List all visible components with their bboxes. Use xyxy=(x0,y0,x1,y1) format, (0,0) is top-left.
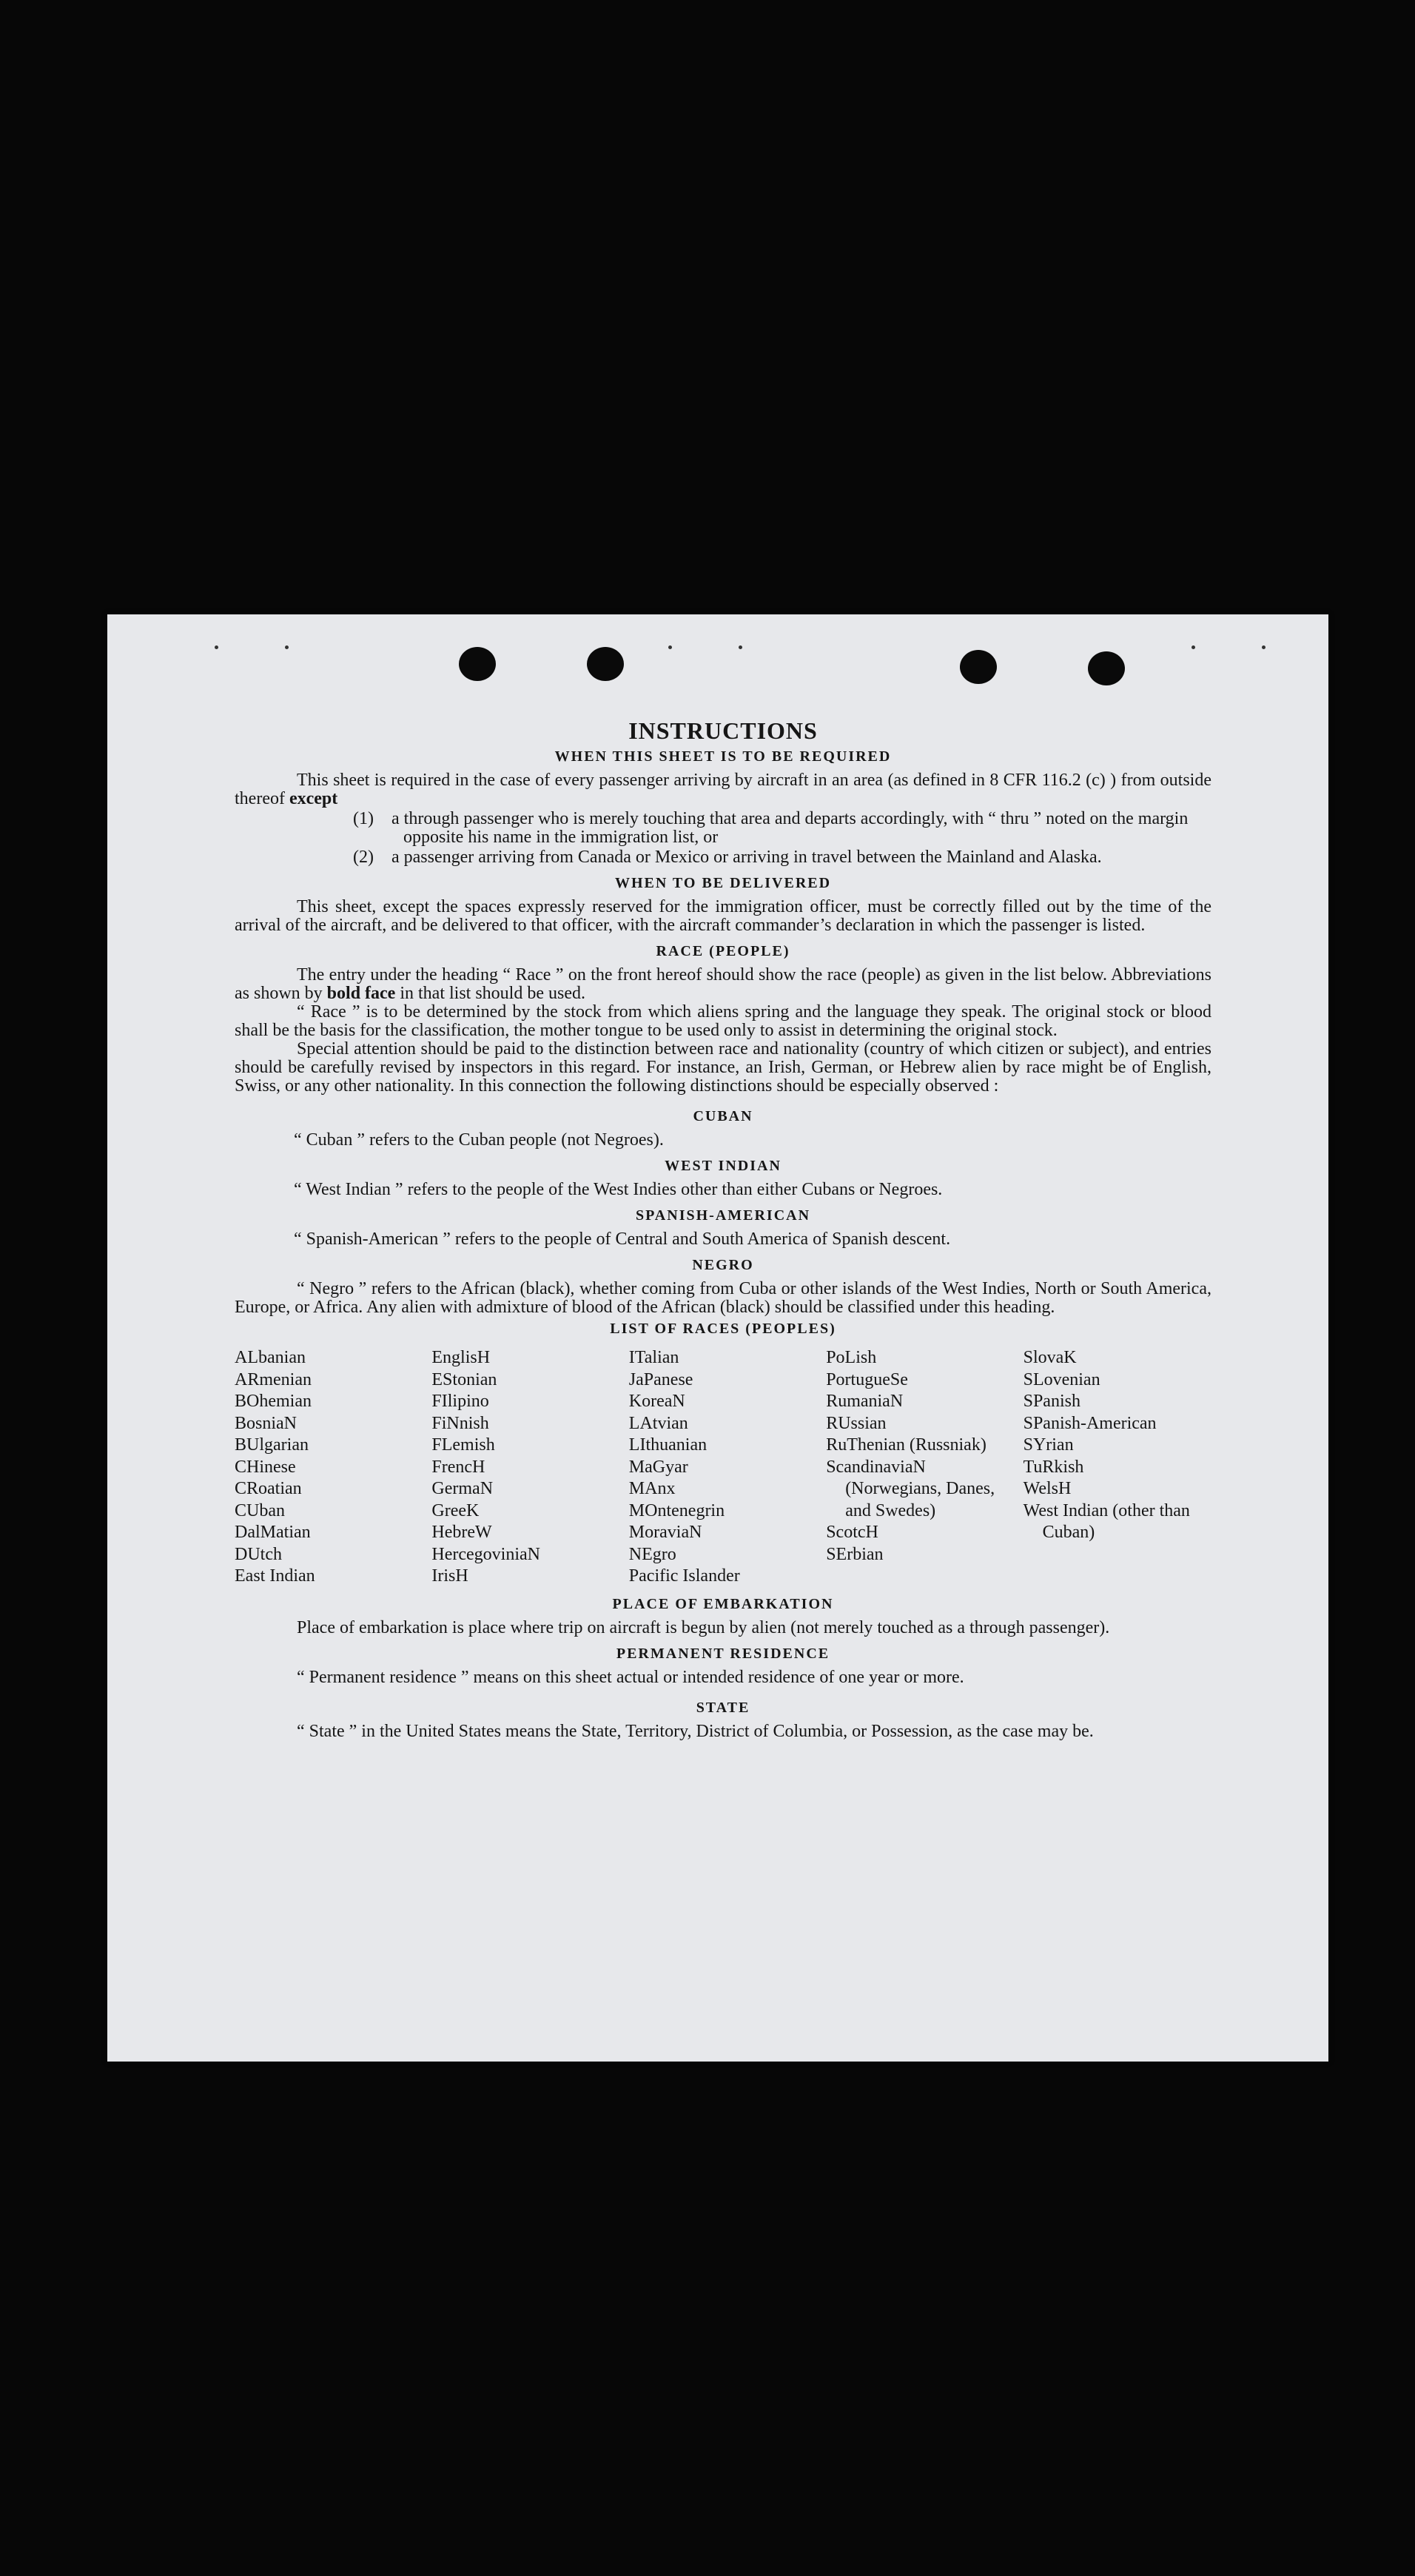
heading-list-of-races: LIST OF RACES (PEOPLES) xyxy=(610,1321,836,1337)
race-entry: PortugueSe xyxy=(826,1369,908,1389)
races-column xyxy=(1024,1347,1211,1588)
exception-item-2: (2) a passenger arriving from Canada or Mexico or arriving in travel between the Mainland and Alaska. xyxy=(353,848,1102,867)
heading-west-indian: WEST INDIAN xyxy=(665,1158,782,1174)
races-column xyxy=(431,1347,619,1588)
race-entry: RuThenian (Russniak) xyxy=(826,1435,987,1455)
race-entry: East Indian xyxy=(235,1566,315,1586)
races-column xyxy=(826,1347,1014,1588)
race-paragraph-1: The entry under the heading “ Race ” on the front hereof should show the race (people) as given in the list below. Abbreviations as shown by bold face in that list should be used. xyxy=(235,965,1211,1003)
cuban-text: “ Cuban ” refers to the Cuban people (not Negroes). xyxy=(294,1130,664,1150)
race-entry: ALbanian xyxy=(235,1348,306,1367)
race-entry: DalMatian xyxy=(235,1523,311,1542)
race-entry: SPanish xyxy=(1023,1392,1080,1411)
state-text: “ State ” in the United States means the State, Territory, District of Columbia, or Possession, as the case may be. xyxy=(297,1721,1094,1741)
heading-cuban: CUBAN xyxy=(693,1108,753,1124)
punch-hole xyxy=(587,647,624,681)
race-entry: GermaN xyxy=(431,1479,494,1498)
race-entry: West Indian (other than Cuban) xyxy=(1023,1500,1190,1542)
race-entry: GreeK xyxy=(431,1500,480,1520)
race-entry: HercegoviniaN xyxy=(431,1544,540,1564)
race-entry: MAnx xyxy=(628,1479,676,1498)
race-entry: WelsH xyxy=(1023,1479,1072,1498)
race-entry: PoLish xyxy=(826,1348,877,1367)
race-entry: CHinese xyxy=(235,1457,296,1477)
exception-item-1: (1) a through passenger who is merely touching that area and departs accordingly, with “ thru ” noted on the margin opposite his name in the immigration list, or xyxy=(353,809,1189,847)
heading-embarkation: PLACE OF EMBARKATION xyxy=(612,1595,834,1612)
race-entry: ARmenian xyxy=(235,1369,312,1389)
race-entry: SYrian xyxy=(1023,1435,1074,1455)
heading-negro: NEGRO xyxy=(692,1257,754,1273)
punch-hole xyxy=(459,647,496,681)
heading-when-required: WHEN THIS SHEET IS TO BE REQUIRED xyxy=(554,748,892,765)
race-entry: KoreaN xyxy=(628,1392,685,1411)
heading-spanish-american: SPANISH-AMERICAN xyxy=(635,1207,811,1224)
document-sheet xyxy=(107,614,1328,2062)
race-entry: CRoatian xyxy=(235,1479,302,1498)
race-entry: RumaniaN xyxy=(826,1392,904,1411)
race-entry: RUssian xyxy=(826,1413,887,1433)
race-entry: BUlgarian xyxy=(235,1435,309,1455)
embarkation-text: Place of embarkation is place where trip on aircraft is begun by alien (not merely touched as a through passenger). xyxy=(297,1617,1110,1637)
page-title: INSTRUCTIONS xyxy=(628,717,818,744)
race-entry: IrisH xyxy=(431,1566,468,1586)
race-entry: CUban xyxy=(235,1500,285,1520)
race-entry: LIthuanian xyxy=(628,1435,708,1455)
race-entry: TuRkish xyxy=(1023,1457,1084,1477)
race-entry: NEgro xyxy=(628,1544,676,1564)
race-entry: SErbian xyxy=(826,1544,884,1564)
residence-text: “ Permanent residence ” means on this sheet actual or intended residence of one year or more. xyxy=(297,1667,964,1687)
speck xyxy=(668,645,672,649)
race-entry: EnglisH xyxy=(431,1348,491,1367)
speck xyxy=(1192,645,1195,649)
race-entry: HebreW xyxy=(431,1523,492,1542)
speck xyxy=(739,645,742,649)
instructions-content xyxy=(235,714,1211,1741)
when-required-text: This sheet is required in the case of every passenger arriving by aircraft in an area (as defined in 8 CFR 116.2 (c) ) from outside thereof except xyxy=(235,771,1211,808)
race-entry: DUtch xyxy=(235,1544,282,1564)
race-entry: SLovenian xyxy=(1023,1369,1100,1389)
race-entry: SPanish-American xyxy=(1023,1413,1157,1433)
race-entry: BOhemian xyxy=(235,1392,312,1411)
spanish-american-text: “ Spanish-American ” refers to the people of Central and South America of Spanish descent. xyxy=(294,1230,951,1249)
race-paragraph-3: Special attention should be paid to the distinction between race and nationality (country of which citizen or subject), and entries should be carefully revised by inspectors in this regard. For instance, an Irish, German, or Hebrew alien by race might be of English, Swiss, or any other nationality. In this connection the following distinctions should be especially observed : xyxy=(235,1039,1211,1096)
heading-race: RACE (PEOPLE) xyxy=(656,943,790,959)
race-entry: MaGyar xyxy=(628,1457,688,1477)
except-bold: except xyxy=(289,789,338,808)
when-delivered-text: This sheet, except the spaces expressly reserved for the immigration officer, must be correctly filled out by the time of the arrival of the aircraft, and be delivered to that officer, with the aircraft commander’s declaration in which the passenger is listed. xyxy=(235,897,1211,935)
race-entry: FLemish xyxy=(431,1435,495,1455)
race-paragraph-2: “ Race ” is to be determined by the stock from which aliens spring and the language they speak. The original stock or blood shall be the basis for the classification, the mother tongue to be used only to assist in determining the original stock. xyxy=(235,1002,1211,1040)
speck xyxy=(215,645,218,649)
heading-state: STATE xyxy=(696,1699,750,1716)
speck xyxy=(1262,645,1266,649)
race-entry: ITalian xyxy=(628,1348,679,1367)
race-entry: FIlipino xyxy=(431,1392,489,1411)
race-entry: ScandinaviaN (Norwegians, Danes, and Swedes) xyxy=(826,1457,995,1520)
race-entry: LAtvian xyxy=(628,1413,688,1433)
race-entry: FiNnish xyxy=(431,1413,489,1433)
race-entry: EStonian xyxy=(431,1369,497,1389)
heading-when-delivered: WHEN TO BE DELIVERED xyxy=(614,875,832,891)
speck xyxy=(285,645,289,649)
races-column xyxy=(629,1347,817,1588)
race-entry: ScotcH xyxy=(826,1523,878,1542)
race-entry: SlovaK xyxy=(1023,1348,1077,1367)
race-entry: BosniaN xyxy=(235,1413,297,1433)
west-indian-text: “ West Indian ” refers to the people of the West Indies other than either Cubans or Negroes. xyxy=(294,1180,943,1199)
race-entry: Pacific Islander xyxy=(628,1566,740,1586)
race-entry: JaPanese xyxy=(628,1369,693,1389)
race-entry: MOntenegrin xyxy=(628,1500,725,1520)
punch-hole xyxy=(960,650,997,684)
races-column xyxy=(235,1347,423,1588)
races-list xyxy=(235,1347,1211,1588)
race-entry: MoraviaN xyxy=(628,1523,702,1542)
race-entry: FrencH xyxy=(431,1457,485,1477)
negro-text: “ Negro ” refers to the African (black), whether coming from Cuba or other islands of the West Indies, North or South America, Europe, or Africa. Any alien with admixture of blood of the African (black) should be classified under this heading. xyxy=(235,1279,1211,1317)
heading-permanent-residence: PERMANENT RESIDENCE xyxy=(616,1645,830,1662)
punch-hole xyxy=(1088,651,1125,685)
